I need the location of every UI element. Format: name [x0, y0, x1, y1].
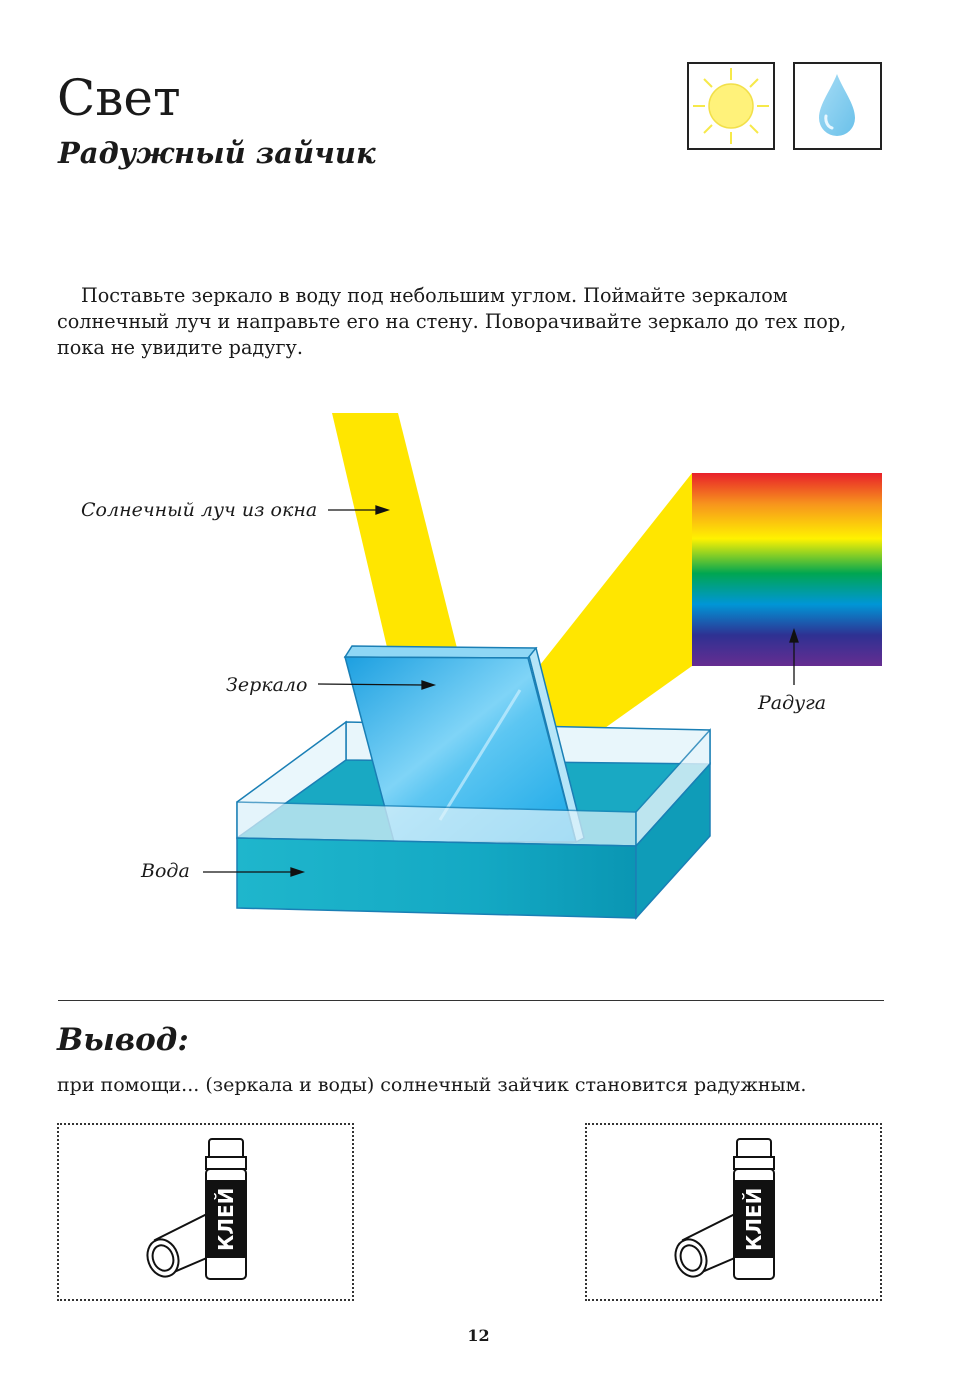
glue-stick-icon	[59, 1125, 352, 1299]
conclusion-title: Вывод:	[57, 1022, 189, 1058]
sunbeam-label: Солнечный луч из окна	[81, 499, 318, 521]
section-divider	[58, 1000, 884, 1001]
mirror-label: Зеркало	[226, 674, 308, 696]
sun-icon-box	[687, 62, 775, 150]
incoming-sunbeam	[332, 413, 460, 660]
water-front	[237, 838, 636, 918]
glue-area-right	[585, 1123, 882, 1301]
rainbow-label: Радуга	[758, 692, 827, 714]
conclusion-text: при помощи... (зеркала и воды) солнечный зайчик становится радужным.	[57, 1074, 807, 1096]
sun-icon	[689, 64, 773, 148]
page-title: Свет	[57, 69, 181, 127]
glue-stick-label: КЛЕЙ	[742, 1187, 766, 1251]
water-drop-icon	[795, 64, 880, 148]
instructions-text: Поставьте зеркало в воду под небольшим углом. Поймайте зеркалом солнечный луч и направьте его на стену. Поворачивайте зеркало до тех пор, пока не увидите радугу.	[57, 284, 847, 359]
glue-area-left	[57, 1123, 354, 1301]
water-drop-icon-box	[793, 62, 882, 150]
page-number: 12	[467, 1326, 490, 1345]
page-subtitle: Радужный зайчик	[58, 136, 376, 170]
rainbow	[692, 473, 882, 666]
mirror-top-edge	[345, 646, 536, 658]
glue-stick-label: КЛЕЙ	[214, 1187, 238, 1251]
glue-stick-icon	[587, 1125, 880, 1299]
water-label: Вода	[141, 860, 190, 882]
